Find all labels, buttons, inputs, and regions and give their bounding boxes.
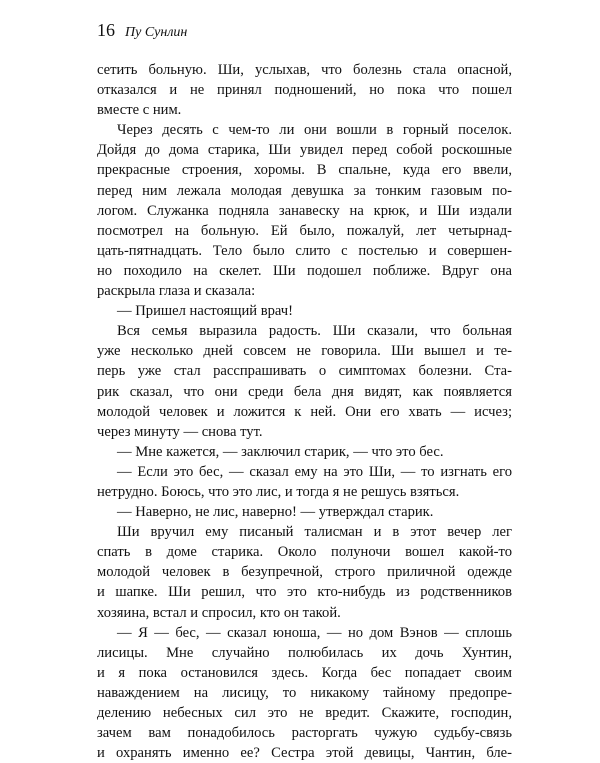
text-line: наваждением на лисицу, то никакому тайному предопре- (97, 684, 512, 701)
text-line: спать в доме старика. Около полуночи вошел какой-то (97, 544, 512, 561)
text-line: рик сказал, что они среди бела дня видят, как появляется (97, 383, 512, 400)
text-line: и охранять именно ее? Сестра этой девицы, Чантин, бле- (97, 745, 512, 762)
text-line: — Наверно, не лис, наверно! — утверждал старик. (117, 504, 434, 521)
text-line: молодой человек и ложится к ней. Они его хвать — исчез; (97, 403, 512, 420)
text-line: Ши вручил ему писаный талисман и в этот вечер лег (117, 524, 512, 541)
text-line: делению небесных сил это не вредит. Скажите, господин, (97, 705, 512, 721)
text-line: зачем вам понадобилось расторгать чужую судьбу-связь (97, 725, 512, 742)
text-line: перь уже стал расспрашивать о симптомах болезни. Ста- (97, 363, 512, 380)
text-line: через минуту — снова тут. (97, 423, 263, 440)
text-line: хозяина, встал и спросил, кто он такой. (97, 604, 341, 621)
text-line: прекрасные строения, хоромы. В спальне, куда его ввели, (97, 162, 512, 179)
text-line: Дойдя до дома старика, Ши увидел перед собой роскошные (97, 142, 512, 159)
text-line: — Я — бес, — сказал юноша, — но дом Вэнов — сплошь (117, 624, 512, 641)
text-line: Вся семья выразила радость. Ши сказали, что больная (117, 323, 512, 340)
page-number: 16 (97, 20, 115, 40)
text-line: и шапке. Ши решил, что это кто-нибудь из родственников (97, 584, 512, 601)
text-line: уже несколько дней совсем не говорила. Ши вышел и те- (97, 343, 512, 360)
running-head-author: Пу Сунлин (125, 25, 188, 40)
text-line: сетить больную. Ши, услыхав, что болезнь стала опасной, (97, 62, 512, 78)
text-line: — Мне кажется, — заключил старик, — что это бес. (117, 443, 444, 460)
text-line: цать-пятнадцать. Тело было слито с постелью и совершен- (97, 242, 512, 259)
text-line: логом. Служанка подняла занавеску на крюк, и Ши издали (97, 202, 512, 219)
text-line: вместе с ним. (97, 102, 182, 119)
text-line: лисицы. Мне случайно полюбилась их дочь Хунтин, (97, 644, 512, 661)
text-line: молодой человек в безупречной, строго приличной одежде (97, 564, 512, 581)
text-line: но походило на скелет. Ши подошел поближе. Вдруг она (97, 262, 512, 279)
running-head (97, 20, 512, 46)
text-line: отказался и не принял подношений, но пока что пошел (97, 82, 512, 99)
body-text (97, 60, 512, 763)
text-line: Через десять с чем-то ли они вошли в горный поселок. (117, 122, 512, 139)
text-line: и я пока остановился здесь. Когда бес попадает своим (97, 664, 512, 681)
text-line: нетрудно. Боюсь, что это лис, и тогда я не решусь взяться. (97, 483, 460, 500)
text-line: раскрыла глаза и сказала: (97, 283, 256, 300)
text-line: — Пришел настоящий врач! (117, 303, 294, 320)
text-line: — Если это бес, — сказал ему на это Ши, — то изгнать его (117, 463, 512, 480)
text-line: посмотрел на больную. Ей было, пожалуй, лет четырнад- (97, 222, 512, 239)
book-page (97, 20, 512, 763)
text-line: перед ним лежала молодая девушка за тонким газовым по- (97, 182, 512, 199)
